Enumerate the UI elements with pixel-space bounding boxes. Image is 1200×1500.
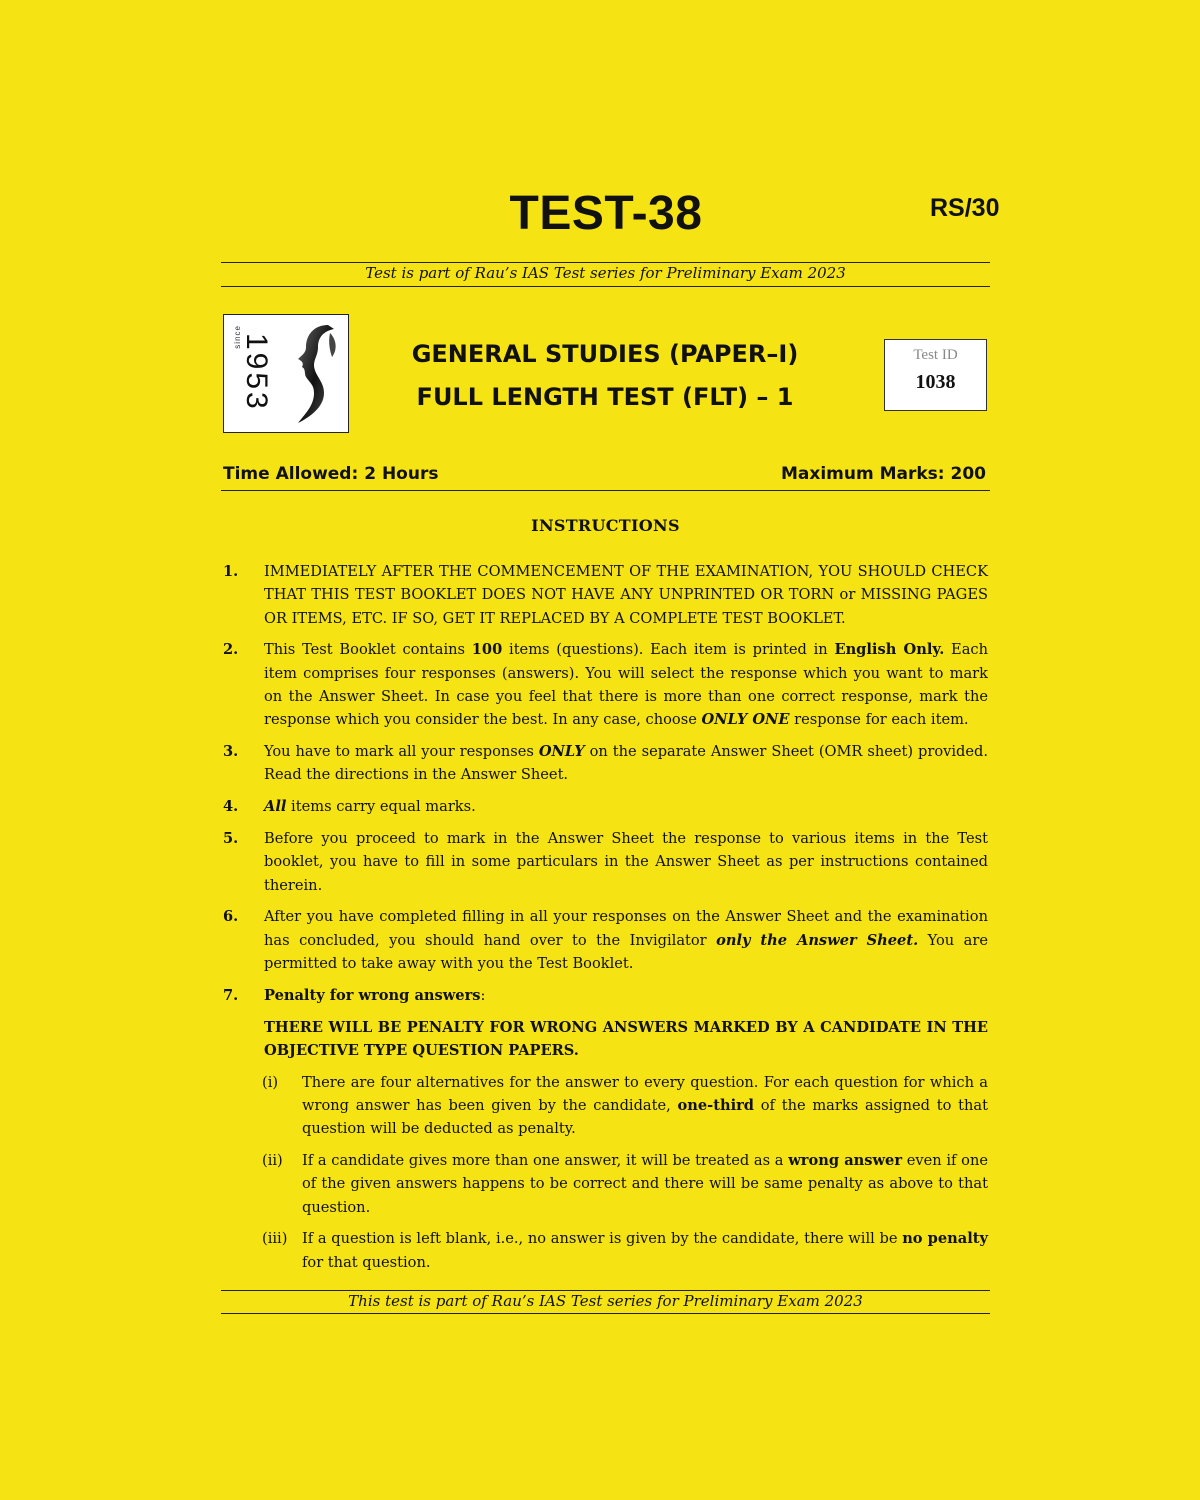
subitem-number: (ii) — [262, 1152, 283, 1170]
instruction-text: IMMEDIATELY AFTER THE COMMENCEMENT OF THE EXAMINATION, YOU SHOULD CHECK THAT THIS TEST BOOKLET DOES NOT HAVE ANY UNPRINTED OR TORN or MISSING PAGES OR ITEMS, ETC. IF SO, GET IT REPLACED BY A COMPLETE TEST BOOKLET. — [264, 563, 988, 627]
instructions-heading: INSTRUCTIONS — [531, 516, 680, 535]
subitem-number: (iii) — [262, 1230, 288, 1248]
penalty-subitem — [221, 1149, 988, 1219]
penalty-note: THERE WILL BE PENALTY FOR WRONG ANSWERS MARKED BY A CANDIDATE IN THE OBJECTIVE TYPE QUESTION PAPERS. — [264, 1018, 988, 1059]
instruction-text: You are permitted to take away with you the Test Booklet. — [264, 931, 988, 972]
test-code: RS/30 — [930, 194, 1000, 222]
instruction-text: Each item comprises four responses (answers). You will select the response which you want to mark on the Answer Sheet. In case you feel that there is more than one correct response, mark the response which you consider the best. In any case, choose — [264, 641, 988, 729]
time-allowed: Time Allowed: 2 Hours — [223, 464, 439, 484]
instruction-emphasis: ONLY — [538, 743, 585, 761]
test-title: TEST-38 — [509, 187, 703, 240]
instruction-number: 3. — [223, 743, 239, 761]
top-rule-upper — [221, 262, 990, 263]
instruction-item — [221, 740, 988, 787]
maximum-marks: Maximum Marks: 200 — [780, 464, 986, 484]
instruction-item — [221, 560, 988, 630]
instruction-text: You have to mark all your responses — [264, 743, 539, 761]
instruction-emphasis: All — [264, 798, 287, 816]
instruction-number: 5. — [223, 829, 239, 847]
instruction-number: 2. — [223, 641, 239, 659]
subitem-emphasis: no penalty — [902, 1230, 988, 1248]
instruction-item — [221, 795, 988, 818]
paper-title: GENERAL STUDIES (PAPER–I) — [411, 340, 799, 368]
instruction-text: Before you proceed to mark in the Answer Sheet the response to various items in the Test booklet, you have to fill in some particulars in the Answer Sheet as per instructions contained therein. — [264, 829, 988, 894]
subitem-emphasis: wrong answer — [788, 1152, 903, 1170]
subitem-text: for that question. — [302, 1253, 431, 1271]
instruction-text: This Test Booklet contains — [264, 641, 472, 659]
instruction-emphasis: ONLY ONE — [701, 711, 790, 729]
test-id-value: 1038 — [915, 371, 956, 393]
instruction-item — [221, 638, 988, 731]
top-rule-lower — [221, 286, 990, 287]
instruction-text: After you have completed filling in all your responses on the Answer Sheet and the examination has concluded, you should hand over to the Invigilator — [264, 908, 988, 949]
instruction-text: items carry equal marks. — [286, 798, 476, 816]
instruction-number: 6. — [223, 908, 239, 926]
instruction-item — [221, 984, 988, 1007]
instruction-number: 1. — [223, 563, 239, 580]
institute-logo — [223, 314, 349, 433]
series-note: Test is part of Rau’s IAS Test series for Preliminary Exam 2023 — [365, 264, 846, 282]
logo-since-text: since — [233, 325, 242, 349]
footer-note: This test is part of Rau’s IAS Test series for Preliminary Exam 2023 — [348, 1292, 863, 1310]
subitem-emphasis: one-third — [677, 1096, 755, 1114]
logo-year-text: 1953 — [240, 333, 273, 412]
test-id-box — [884, 339, 987, 411]
instruction-emphasis: 100 — [471, 641, 503, 659]
instruction-item — [221, 827, 988, 897]
subitem-text: If a candidate gives more than one answer, it will be treated as a — [302, 1152, 789, 1170]
footer-rule-upper — [221, 1290, 990, 1291]
instruction-text: items (questions). Each item is printed in — [502, 641, 835, 659]
test-id-label: Test ID — [913, 347, 958, 363]
paper-subtitle: FULL LENGTH TEST (FLT) – 1 — [416, 383, 794, 411]
instruction-text: : — [480, 986, 486, 1004]
instruction-number: 7. — [223, 986, 239, 1004]
profile-emblem-icon — [284, 319, 344, 429]
footer-rule-lower — [221, 1313, 990, 1314]
instruction-emphasis: only the Answer Sheet. — [716, 931, 919, 949]
instruction-emphasis: Penalty for wrong answers — [264, 986, 481, 1004]
subitem-number: (i) — [262, 1073, 279, 1091]
instruction-item — [221, 905, 988, 975]
penalty-subitem — [221, 1227, 988, 1274]
instruction-text: on the separate Answer Sheet (OMR sheet) provided. Read the directions in the Answer Sheet. — [264, 743, 988, 784]
subitem-text: If a question is left blank, i.e., no answer is given by the candidate, there will be — [302, 1230, 903, 1248]
subitem-text: of the marks assigned to that question will be deducted as penalty. — [302, 1096, 988, 1138]
instruction-number: 4. — [223, 798, 239, 816]
subitem-text: There are four alternatives for the answer to every question. For each question for which a wrong answer has been given by the candidate, — [302, 1073, 988, 1114]
instruction-emphasis: English Only. — [834, 641, 945, 659]
subitem-text: even if one of the given answers happens to be correct and there will be same penalty as above to that question. — [302, 1152, 989, 1216]
instructions-list — [221, 560, 988, 1283]
penalty-subitem — [221, 1071, 988, 1141]
instruction-text: response for each item. — [789, 711, 969, 729]
meta-rule — [221, 490, 990, 491]
